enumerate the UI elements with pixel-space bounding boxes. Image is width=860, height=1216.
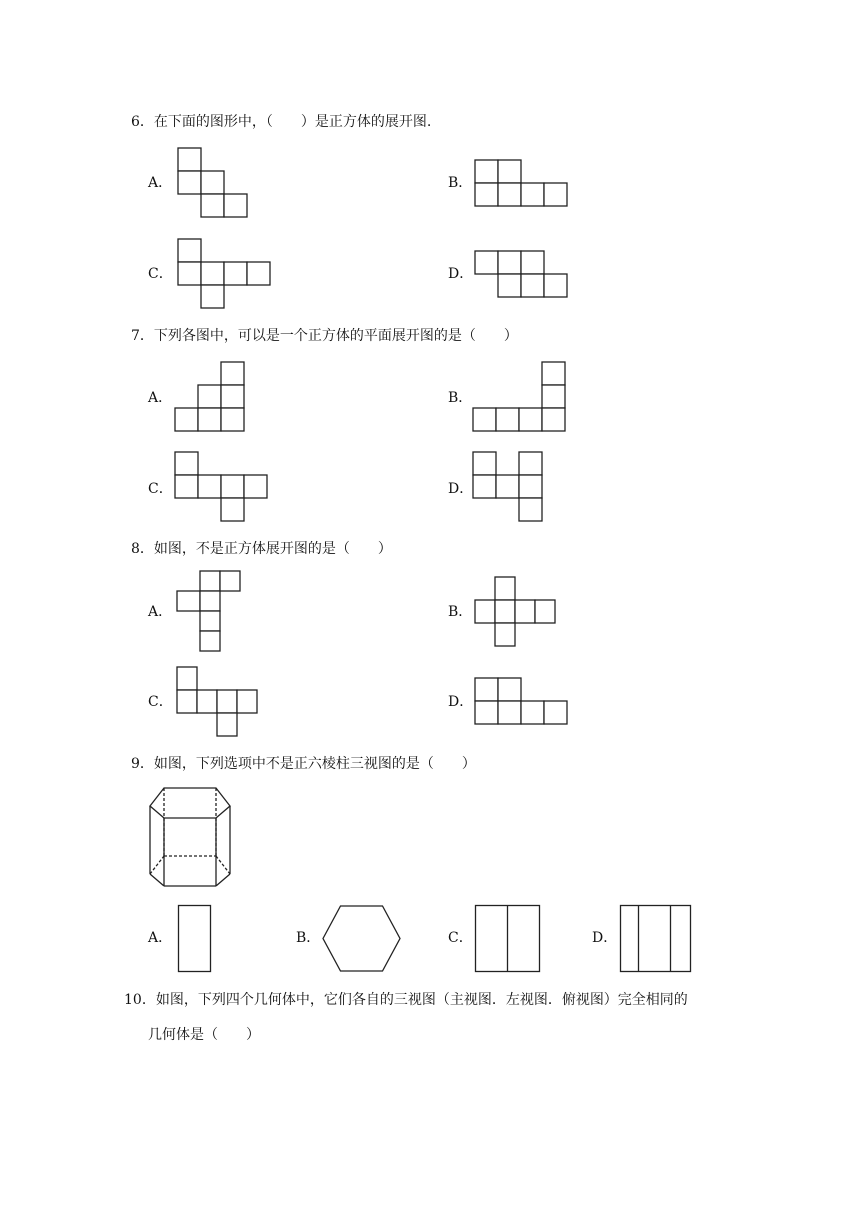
q6-option-b-label[interactable]: B． [448, 175, 473, 191]
q6-option-d-label[interactable]: D． [448, 266, 474, 282]
question-9-text: 9．如图，下列选项中不是正六棱柱三视图的是（ ） [131, 756, 476, 772]
q9-option-d-label[interactable]: D． [592, 930, 618, 946]
q7-option-d-label[interactable]: D． [448, 481, 474, 497]
question-7-text: 7．下列各图中，可以是一个正方体的平面展开图的是（ ） [131, 328, 518, 344]
q7-option-c-label[interactable]: C． [148, 481, 173, 497]
q8-option-d-label[interactable]: D． [448, 694, 474, 710]
q8-option-a-label[interactable]: A． [148, 604, 173, 620]
q8-option-c-label[interactable]: C． [148, 694, 173, 710]
question-6-text: 6．在下面的图形中，（ ）是正方体的展开图. [131, 114, 432, 130]
q8-option-a-net [177, 571, 249, 655]
question-10-text-line2: 几何体是（ ） [148, 1027, 260, 1043]
hexagonal-prism-figure [148, 786, 232, 890]
q7-option-a-label[interactable]: A． [148, 390, 173, 406]
q9-option-c-label[interactable]: C． [448, 930, 473, 946]
q6-option-b-net [475, 160, 570, 210]
q9-option-c-view [475, 905, 541, 973]
q6-option-c-net [178, 239, 273, 311]
q9-option-b-view [322, 905, 402, 973]
q6-option-a-net [178, 148, 250, 220]
q7-option-b-label[interactable]: B． [448, 390, 473, 406]
question-10-text-line1: 10．如图，下列四个几何体中，它们各自的三视图（主视图．左视图．俯视图）完全相同的 [124, 992, 688, 1008]
q7-option-a-net [175, 362, 247, 434]
q9-option-a-label[interactable]: A． [148, 930, 173, 946]
q8-option-d-net [475, 678, 570, 728]
q8-option-c-net [177, 667, 259, 739]
q8-option-b-net [475, 577, 557, 649]
q6-option-d-net [475, 251, 570, 301]
q6-option-c-label[interactable]: C． [148, 266, 173, 282]
q6-option-a-label[interactable]: A． [148, 175, 173, 191]
q7-option-c-net [175, 452, 270, 524]
question-8-text: 8．如图，不是正方体展开图的是（ ） [131, 541, 392, 557]
q8-option-b-label[interactable]: B． [448, 604, 473, 620]
q9-option-b-label[interactable]: B． [296, 930, 321, 946]
q9-option-d-view [620, 905, 692, 973]
q7-option-b-net [473, 362, 568, 434]
q7-option-d-net [473, 452, 545, 524]
q9-option-a-view [178, 905, 212, 973]
